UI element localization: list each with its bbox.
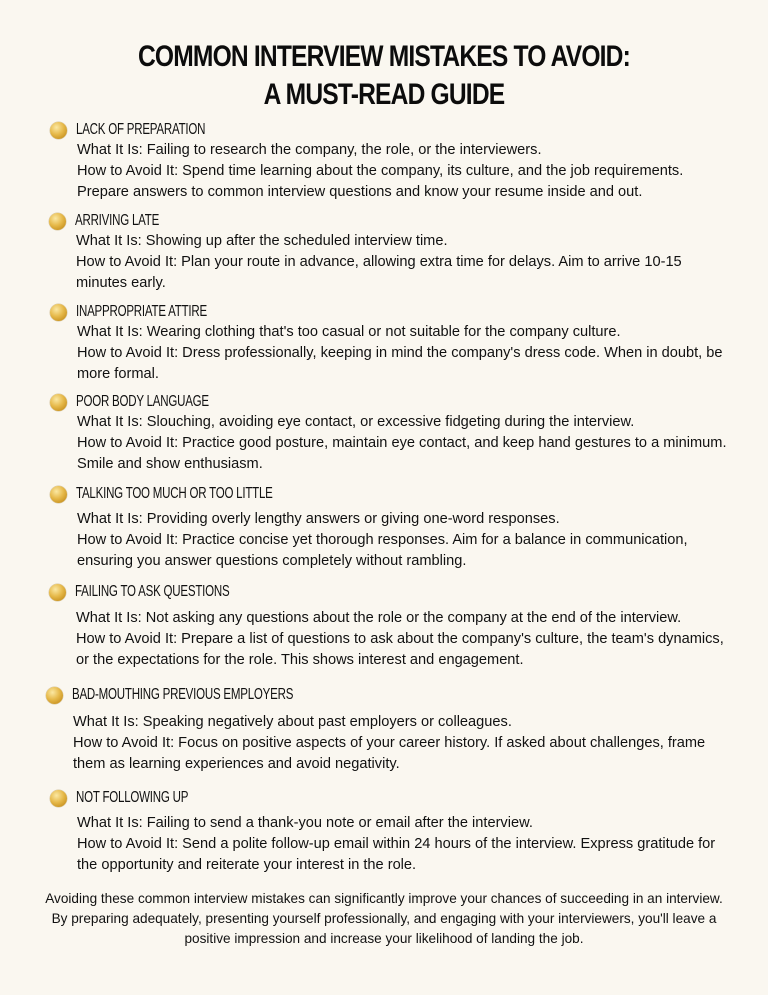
section-heading: INAPPROPRIATE ATTIRE — [76, 303, 207, 320]
section-heading: FAILING TO ASK QUESTIONS — [75, 583, 230, 600]
how-to-avoid-text: How to Avoid It: Send a polite follow-up email within 24 hours of the interview. Express gratitude for the opportunity and reiterate your interest in the role. — [77, 835, 716, 873]
section-body — [50, 412, 730, 474]
what-it-is-text: What It Is: Wearing clothing that's too casual or not suitable for the company culture. — [77, 324, 621, 340]
section-body — [46, 712, 726, 774]
what-it-is-text: What It Is: Showing up after the scheduled interview time. — [76, 233, 448, 249]
what-it-is-text: What It Is: Failing to send a thank-you note or email after the interview. — [77, 815, 533, 831]
section-arriving-late — [49, 211, 729, 293]
section-heading: BAD-MOUTHING PREVIOUS EMPLOYERS — [72, 686, 294, 703]
section-body — [50, 509, 730, 571]
section-heading: NOT FOLLOWING UP — [76, 789, 189, 806]
section-heading: TALKING TOO MUCH OR TOO LITTLE — [76, 485, 273, 502]
title-line-2: A MUST-READ GUIDE — [263, 78, 505, 111]
what-it-is-text: What It Is: Failing to research the company, the role, or the interviewers. — [77, 142, 542, 158]
gold-bullet-icon — [49, 584, 66, 601]
section-poor-body-language — [50, 392, 730, 474]
section-heading-row — [50, 788, 730, 808]
gold-bullet-icon — [50, 790, 67, 807]
conclusion-paragraph: Avoiding these common interview mistakes can significantly improve your chances of succeeding in an interview. By preparing adequately, presenting yourself professionally, and engaging with your interviewers, you'll leave a positive impression and increase your likelihood of landing the job. — [45, 891, 723, 946]
section-lack-of-preparation — [50, 120, 730, 202]
gold-bullet-icon — [46, 687, 63, 704]
section-heading-row — [50, 484, 730, 504]
section-body — [50, 322, 730, 384]
gold-bullet-icon — [50, 122, 67, 139]
gold-bullet-icon — [50, 486, 67, 503]
gold-bullet-icon — [50, 394, 67, 411]
gold-bullet-icon — [50, 304, 67, 321]
section-heading: LACK OF PREPARATION — [76, 121, 206, 138]
section-failing-to-ask-questions — [49, 582, 729, 670]
how-to-avoid-text: How to Avoid It: Plan your route in advance, allowing extra time for delays. Aim to arrive 10-15 minutes early. — [76, 253, 682, 291]
section-heading: POOR BODY LANGUAGE — [76, 393, 209, 410]
title-line-1: COMMON INTERVIEW MISTAKES TO AVOID: — [137, 40, 630, 73]
what-it-is-text: What It Is: Not asking any questions about the role or the company at the end of the interview. — [76, 610, 682, 626]
how-to-avoid-text: How to Avoid It: Dress professionally, keeping in mind the company's dress code. When in doubt, be more formal. — [77, 344, 723, 382]
section-heading-row — [50, 302, 730, 322]
what-it-is-text: What It Is: Speaking negatively about past employers or colleagues. — [73, 714, 512, 730]
gold-bullet-icon — [49, 213, 66, 230]
section-body — [49, 231, 729, 293]
section-not-following-up — [50, 788, 730, 875]
section-heading-row — [50, 392, 730, 412]
what-it-is-text: What It Is: Slouching, avoiding eye contact, or excessive fidgeting during the interview. — [77, 414, 635, 430]
section-heading: ARRIVING LATE — [75, 212, 160, 229]
section-bad-mouthing-employers — [46, 685, 726, 774]
section-body — [50, 813, 730, 875]
how-to-avoid-text: How to Avoid It: Focus on positive aspects of your career history. If asked about challenges, frame them as learning experiences and avoid negativity. — [73, 734, 706, 772]
how-to-avoid-text: How to Avoid It: Spend time learning about the company, its culture, and the job requirements. Prepare answers to common interview questions and know your resume inside and out. — [77, 162, 684, 200]
section-heading-row — [46, 685, 726, 705]
how-to-avoid-text: How to Avoid It: Prepare a list of questions to ask about the company's culture, the team's dynamics, or the expectations for the role. This shows interest and engagement. — [76, 630, 724, 668]
what-it-is-text: What It Is: Providing overly lengthy answers or giving one-word responses. — [77, 511, 560, 527]
section-body — [50, 140, 730, 202]
section-heading-row — [50, 120, 730, 140]
section-heading-row — [49, 582, 729, 602]
section-heading-row — [49, 211, 729, 231]
page-title — [69, 38, 699, 114]
how-to-avoid-text: How to Avoid It: Practice concise yet thorough responses. Aim for a balance in communication, ensuring you answer questions completely without rambling. — [77, 531, 688, 569]
section-inappropriate-attire — [50, 302, 730, 384]
how-to-avoid-text: How to Avoid It: Practice good posture, maintain eye contact, and keep hand gestures to a minimum. Smile and show enthusiasm. — [77, 434, 727, 472]
section-body — [49, 608, 729, 670]
section-talking-too-much — [50, 484, 730, 571]
